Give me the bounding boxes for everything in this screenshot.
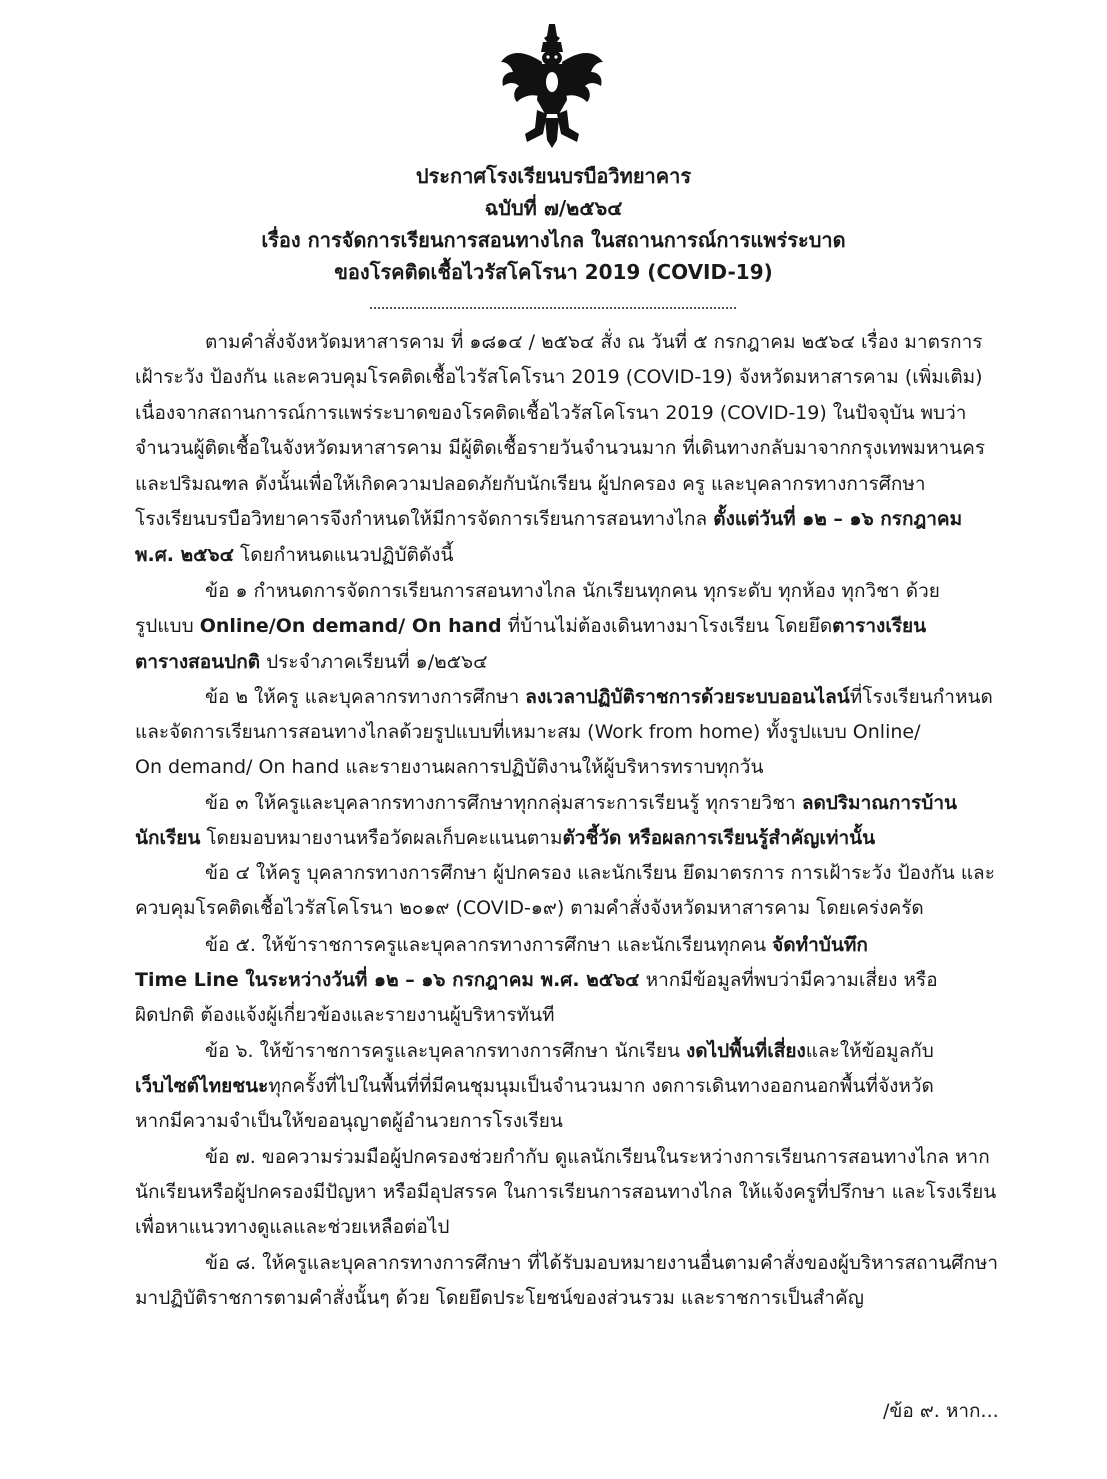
item-1-text: รูปแบบ	[135, 615, 200, 637]
item-3-line	[205, 786, 957, 820]
item-1-text: ประจำภาคเรียนที่ ๑/๒๕๖๔	[260, 651, 488, 673]
item-7-line: ข้อ ๗. ขอความร่วมมือผู้ปกครองช่วยกำกับ ดูแลนักเรียนในระหว่างการเรียนการสอนทางไกล หาก	[205, 1146, 990, 1168]
intro-date-range: ตั้งแต่วันที่ ๑๒ – ๑๖ กรกฎาคม	[713, 508, 963, 530]
garuda-emblem-icon	[497, 22, 607, 150]
intro-text: โรงเรียนบรบือวิทยาคารจึงกำหนดให้มีการจัดการเรียนการสอนทางไกล	[135, 508, 714, 530]
item-5-line	[135, 963, 938, 997]
item-5-text: หากมีข้อมูลที่พบว่ามีความเสี่ยง หรือ	[639, 969, 938, 991]
intro-line: เฝ้าระวัง ป้องกัน และควบคุมโรคติดเชื้อไวรัสโคโรนา 2019 (COVID-19) จังหวัดมหาสารคาม (เพิ่มเติม)	[135, 366, 983, 388]
item-2-text: ที่โรงเรียนกำหนด	[849, 686, 993, 708]
item-5-line: ผิดปกติ ต้องแจ้งผู้เกี่ยวข้องและรายงานผู้บริหารทันที	[135, 1004, 555, 1026]
item-6-line: หากมีความจำเป็นให้ขออนุญาตผู้อำนวยการโรงเรียน	[135, 1110, 563, 1132]
item-5-line	[205, 928, 868, 962]
intro-line: ตามคำสั่งจังหวัดมหาสารคาม ที่ ๑๘๑๔ / ๒๕๖๔ สั่ง ณ วันที่ ๕ กรกฎาคม ๒๕๖๔ เรื่อง มาตรการ	[205, 331, 983, 353]
intro-line: จำนวนผู้ติดเชื้อในจังหวัดมหาสารคาม มีผู้ติดเชื้อรายวันจำนวนมาก ที่เดินทางกลับมาจากกรุงเทพมหานคร	[135, 437, 986, 459]
item-3-text: โดยมอบหมายงานหรือวัดผลเก็บคะแนนตาม	[200, 827, 563, 849]
intro-line: และปริมณฑล ดังนั้นเพื่อให้เกิดความปลอดภัยกับนักเรียน ผู้ปกครอง ครู และบุคลากรทางการศึกษา	[135, 473, 926, 495]
item-1-timetable: ตารางสอนปกติ	[135, 651, 261, 673]
intro-text: โดยกำหนดแนวปฏิบัติดังนี้	[233, 544, 454, 566]
item-1-text: ที่บ้านไม่ต้องเดินทางมาโรงเรียน โดยยึด	[501, 615, 833, 637]
item-2-line: และจัดการเรียนการสอนทางไกลด้วยรูปแบบที่เหมาะสม (Work from home) ทั้งรูปแบบ Online/	[135, 721, 921, 743]
item-3-text: ข้อ ๓ ให้ครูและบุคลากรทางการศึกษาทุกกลุ่มสาระการเรียนรู้ ทุกรายวิชา	[205, 792, 802, 814]
item-6-text: ข้อ ๖. ให้ข้าราชการครูและบุคลากรทางการศึกษา นักเรียน	[205, 1040, 686, 1062]
item-1-line	[135, 609, 926, 643]
item-6-thaichana: เว็บไซต์ไทยชนะ	[135, 1075, 269, 1097]
item-4-line: ควบคุมโรคติดเชื้อไวรัสโคโรนา ๒๐๑๙ (COVID-๑๙) ตามคำสั่งจังหวัดมหาสารคาม โดยเคร่งครัด	[135, 897, 924, 919]
announcement-subject-line-2: ของโรคติดเชื้อไวรัสโคโรนา 2019 (COVID-19)	[334, 260, 773, 284]
item-4-line: ข้อ ๔ ให้ครู บุคลากรทางการศึกษา ผู้ปกครอง และนักเรียน ยึดมาตรการ การเฝ้าระวัง ป้องกัน และ	[205, 862, 995, 884]
dotted-separator	[370, 307, 736, 309]
item-3-line	[135, 821, 875, 855]
item-8-line: ข้อ ๘. ให้ครูและบุคลากรทางการศึกษา ที่ได้รับมอบหมายงานอื่นตามคำสั่งของผู้บริหารสถานศึกษา	[205, 1252, 999, 1274]
announcement-subject-line-1: เรื่อง การจัดการเรียนการสอนทางไกล ในสถานการณ์การแพร่ระบาด	[261, 228, 846, 252]
item-3-students: นักเรียน	[135, 827, 201, 849]
item-1-mode: Online/On demand/ On hand	[199, 615, 502, 637]
item-2-online-attendance: ลงเวลาปฏิบัติราชการด้วยระบบออนไลน์	[525, 686, 850, 708]
item-2-text: ข้อ ๒ ให้ครู และบุคลากรทางการศึกษา	[205, 686, 526, 708]
item-3-reduce-homework: ลดปริมาณการบ้าน	[801, 792, 957, 814]
intro-line: เนื่องจากสถานการณ์การแพร่ระบาดของโรคติดเชื้อไวรัสโคโรนา 2019 (COVID-19) ในปัจจุบัน พบว่า	[135, 402, 967, 424]
item-6-line	[205, 1034, 934, 1068]
item-7-line: เพื่อหาแนวทางดูแลและช่วยเหลือต่อไป	[135, 1216, 450, 1238]
item-6-text: ทุกครั้งที่ไปในพื้นที่ที่มีคนชุมนุมเป็นจำนวนมาก งดการเดินทางออกนอกพื้นที่จังหวัด	[268, 1075, 934, 1097]
item-1-line: ข้อ ๑ กำหนดการจัดการเรียนการสอนทางไกล นักเรียนทุกคน ทุกระดับ ทุกห้อง ทุกวิชา ด้วย	[205, 580, 940, 602]
item-2-line	[205, 680, 993, 714]
item-7-line: นักเรียนหรือผู้ปกครองมีปัญหา หรือมีอุปสรรค ในการเรียนการสอนทางไกล ให้แจ้งครูที่ปรึกษา และโรงเรียน	[135, 1181, 997, 1203]
page-continuation: /ข้อ ๙. หาก...	[883, 1400, 999, 1422]
item-3-indicators: ตัวชี้วัด หรือผลการเรียนรู้สำคัญเท่านั้น	[562, 827, 876, 849]
announcement-number: ฉบับที่ ๗/๒๕๖๔	[484, 196, 623, 220]
intro-line	[135, 538, 453, 572]
item-8-line: มาปฏิบัติราชการตามคำสั่งนั้นๆ ด้วย โดยยึดประโยชน์ของส่วนรวม และราชการเป็นสำคัญ	[135, 1287, 864, 1309]
item-6-line	[135, 1069, 934, 1103]
school-announcement-title: ประกาศโรงเรียนบรบือวิทยาคาร	[415, 164, 692, 188]
item-5-text: ข้อ ๕. ให้ข้าราชการครูและบุคลากรทางการศึกษา และนักเรียนทุกคน	[205, 934, 773, 956]
announcement-header	[0, 160, 1107, 288]
item-1-line	[135, 645, 487, 679]
item-5-timeline: Time Line ในระหว่างวันที่ ๑๒ – ๑๖ กรกฎาคม พ.ศ. ๒๕๖๔	[135, 969, 640, 991]
item-1-timetable: ตารางเรียน	[832, 615, 927, 637]
item-2-line: On demand/ On hand และรายงานผลการปฏิบัติงานให้ผู้บริหารทราบทุกวัน	[135, 756, 764, 778]
item-6-risk-area: งดไปพื้นที่เสี่ยง	[685, 1040, 806, 1062]
intro-line	[135, 502, 962, 536]
intro-year: พ.ศ. ๒๕๖๔	[135, 544, 234, 566]
item-6-text: และให้ข้อมูลกับ	[805, 1040, 934, 1062]
item-5-record: จัดทำบันทึก	[772, 934, 868, 956]
